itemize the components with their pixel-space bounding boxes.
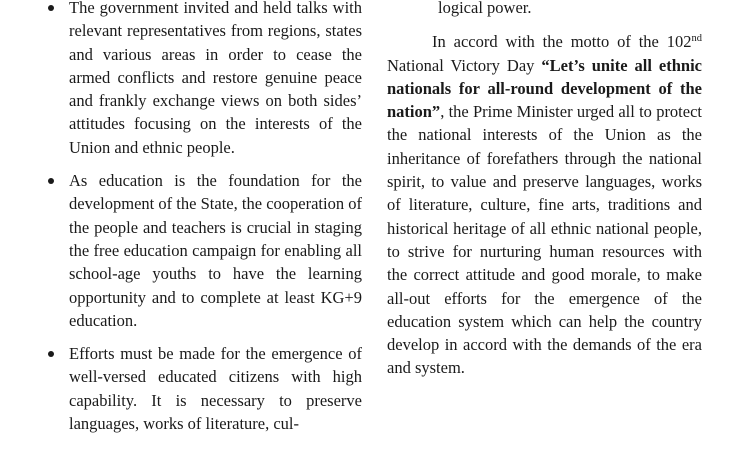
bullet-item (40, 342, 362, 435)
ordinal-suffix: nd (691, 33, 702, 45)
bullet-text: Efforts must be made for the emergence of well-versed educated citizens with high capability. It is necessary to preserve languages, works of literature, cul- (69, 344, 362, 434)
paragraph-text-lead: National Victory Day (387, 55, 542, 75)
bullet-item (40, 169, 362, 332)
paragraph-text-start: In accord with the motto of the 102 (432, 32, 692, 52)
bullet-icon (48, 351, 54, 357)
body-paragraph (387, 30, 702, 379)
left-column (40, 0, 362, 445)
bullet-text: The government invited and held talks with relevant representatives from regions, states and various areas in order to cease the armed conflicts and restore genuine peace and frankly exchange views on both sides’ attitudes focusing on the interests of the Union and ethnic people. (69, 0, 362, 157)
bullet-text: As education is the foundation for the development of the State, the cooperation of the people and teachers is crucial in staging the free education campaign for enabling all school-age youths to have the learning opportunity and to complete at least KG+9 education. (69, 171, 362, 330)
paragraph-text-end: , the Prime Minister urged all to protect the national interests of the Union as the inheritance of forefathers through the national spirit, to value and preserve languages, works of literature, culture, fine arts, traditions and historical heritage of all ethnic national people, to strive for nurturing human resources with the correct attitude and good morale, to make all-out efforts for the emergence of the education system which can help the country develop in accord with the demands of the era and system. (387, 102, 702, 378)
right-column (387, 0, 702, 380)
bullet-item (40, 0, 362, 159)
bullet-icon (48, 178, 54, 184)
continuation-text: logical power. (438, 0, 532, 17)
bullet-icon (48, 5, 54, 11)
motto-text: “Let’s unite all ethnic nationals for all-round development of the nation” (387, 55, 702, 122)
